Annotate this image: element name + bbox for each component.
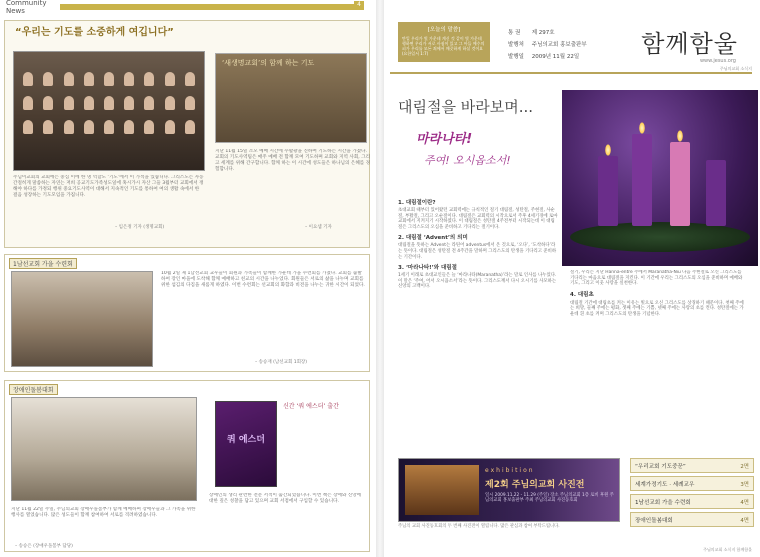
article-heading: 4. 대림초: [570, 291, 594, 298]
verse-box: [398, 22, 490, 62]
publisher-label: 발행처: [508, 42, 524, 48]
bar-note: 주님의교회 소식지: [719, 66, 752, 71]
article-text: 10월 2일 제 1남선교회 교우들이 회원과 가족들이 함께한 가운데 가을 수련회를 가졌다. 교회를 출발하여 장인 마을에 도착해 함께 예배하고 친교의 시간을 나누었다. 회원들은 서로의 삶을 나누며 교회를 위한 섬김의 다짐을 새롭게 하였다. 이번 수련회는 선교회의 화합과 비전을 나누는 귀한 시간이 되었다.: [161, 271, 365, 288]
article-text: 주님이교회의 교회에는 중심 이에 한 명 역할도 ‘기도’에서 이 가적을 있습니다. 그리스도는 자동 간절히게 말씀하는 자연는 저희 공교기도가족성도일에 혹시가시 자산 그들 3월부터 교회에서 정해야 하다를 가정되 행위 중요기도사역이 대해서 지속적인 기도를 통하여 여의 생활 속에서 한 걸음 성장하는 기도모임을 가집니다.: [13, 175, 204, 198]
issue-label: 통 권: [508, 30, 521, 36]
publisher-value: 주님의교회 홍보출판부: [531, 42, 587, 48]
article-col-1: [398, 196, 558, 432]
article-heading: 1. 대림절이란?: [398, 200, 436, 206]
left-page: [0, 0, 376, 557]
header-bar: [60, 1, 364, 10]
verse-title: [오늘의 말씀]: [427, 27, 461, 33]
issue-value: 제 297호: [531, 30, 555, 36]
care-section: [4, 380, 370, 552]
section-tag: 장애인돌봄대회: [9, 384, 58, 395]
page-gutter: [376, 0, 384, 557]
care-photo: [11, 397, 197, 501]
section-quote: “우리는 기도를 소중하게 여깁니다”: [15, 27, 174, 38]
page-number: 4: [354, 1, 364, 8]
newsletter-logo: 함께함울: [641, 30, 738, 58]
retreat-photo: [11, 271, 153, 367]
prayer-photo-caption: ‘새생명교회’의 함께 하는 기도: [222, 59, 315, 67]
exhibition-info: 일시 2009.11.22 - 11.29 (주일) 장소 주님의교회 1층 로비 후원 주님의교회 홍보출판부 주최 주님의교회 사진동호회: [485, 493, 614, 504]
main-headline: 대림절을 바라보며...: [398, 98, 533, 116]
section-tag: 1남선교회 가을 수련회: [9, 258, 77, 269]
toc-label: 1남선교회 가을 수련회: [635, 499, 691, 506]
article-text: 장애인의 생리 관련한 전문 서적이 출간되었습니다. 이번 책은 장애와 신앙에 대한 깊은 성찰을 담고 있으며 교회 서점에서 구입할 수 있습니다.: [209, 493, 362, 504]
maranatha-subtitle: 주여! 오시옵소서!: [424, 154, 511, 167]
retreat-section: [4, 254, 370, 372]
toc-page: 4면: [740, 517, 749, 524]
footer-note: 주님의교회 소식지 함께함울: [703, 547, 752, 552]
toc-page: 4면: [740, 499, 749, 506]
table-of-contents: [630, 458, 754, 530]
article-body: 1세기 이래로 초대교인들은 늘 ‘마라나타(Maranatha)’라는 말로 인사를 나누었다. 이 말은 ‘주여, 어서 오시옵소서’라는 뜻이다. 그리스도께서 다시 오시기를 사모하는 신앙의 고백이다.: [398, 273, 557, 290]
toc-label: “우리교회 기도중꾼”: [635, 463, 686, 470]
article-col-2: [570, 270, 746, 440]
left-header: [0, 0, 376, 14]
toc-label: 세계가정기도 · 세례교우: [635, 481, 695, 488]
toc-item[interactable]: [630, 476, 754, 491]
toc-page: 3면: [740, 481, 749, 488]
article-heading: 2. 대림절 ‘Advent’의 의미: [398, 235, 468, 242]
article-text: 지난 11월 15일 소모 예배 시간에 수활광을 진하여 기도하는 시간을 가졌다. 교회의 기도사역팀은 매주 예배 전 함께 모여 기도하며 교회와 지역 사회, 그리고 세계를 위해 간구합니다. 함께 하는 이 시간에 성도들은 하나님의 은혜를 경험합니다.: [215, 149, 371, 172]
toc-page: 2면: [740, 463, 749, 470]
byline: – 송승은 (장애우돌봄부 담당): [15, 544, 73, 549]
article-body: 절기, 우리는 지난 Hanna-entre 주에서 Maranatha-Niu 다음 주현절로 오신 그리스도를 기다리는 마음으로 대림절을 지킨다. 이 기간에 우리는 그리스도의 오심을 준비하며 예배와 기도, 그리고 이웃 사랑을 실천한다.: [570, 270, 743, 287]
exhibition-banner[interactable]: [398, 458, 620, 522]
toc-label: 장애인돌봄대회: [635, 517, 673, 524]
byline: – 임은정 기자 (생명교회): [115, 225, 165, 230]
issue-meta: [508, 28, 628, 64]
header-label: Community News: [6, 0, 47, 15]
toc-item[interactable]: [630, 458, 754, 473]
verse-text: 만일 우리가 빛 가운데 계신 것 같이 빛 가운데 행하면 우리가 서로 사귐이 있고 그 아들 예수의 피가 우리를 모든 죄에서 깨끗하게 하실 것이요 (요한일서 1:7): [402, 36, 485, 56]
book-title: 쿼 에스더: [227, 435, 265, 445]
exhibition-caption: 주님의 교회 사진동호회의 두 번째 사진전이 열립니다. 많은 관심과 참여 부탁드립니다.: [398, 524, 560, 529]
header-rule: [390, 68, 752, 74]
article-body: 대림절을 뜻하는 Advent는 라틴어 adventus에서 온 것으로, ‘오다’, ‘도착하다’라는 뜻이다. 대림절은 성탄절 전 4주간을 말하며 그리스도의 탄생을 기다리고 준비하는 기간이다.: [398, 243, 557, 260]
toc-item[interactable]: [630, 512, 754, 527]
byline: – 이요셉 기자: [305, 225, 332, 230]
right-page: [384, 0, 760, 557]
prayer-section: [4, 20, 370, 248]
exhibition-label: exhibition: [485, 467, 535, 474]
article-heading: 3. ‘마라나타!’와 대림절: [398, 265, 457, 272]
advent-candles-photo: [562, 90, 758, 266]
maranatha-title: 마라나타!: [416, 132, 473, 147]
prayer-photo: [215, 53, 367, 143]
article-body: 대림절 기간에 대림초를 켜는 이유는 빛으로 오신 그리스도를 상징하기 때문이다. 첫째 주에는 희망, 둘째 주에는 평화, 셋째 주에는 기쁨, 넷째 주에는 사랑의 초를 켠다. 성탄절에는 가운데 흰 초를 켜며 그리스도의 탄생을 기념한다.: [570, 300, 744, 317]
exhibition-photo: [405, 465, 479, 515]
book-cover: [215, 401, 277, 487]
date-label: 발행일: [508, 54, 524, 60]
byline: – 송승재 (남선교회 1회장): [255, 360, 308, 365]
article-text: 지난 11월 22일 주일, 주님의교회 장애우돌봄부가 함께 예배하며 장애우들과 그 가족을 위한 행사를 열었습니다. 많은 성도들이 함께 참여하여 서로를 격려하였습니다.: [11, 507, 196, 518]
book-note: 신간 ‘쿼 에스더’ 출간: [283, 403, 339, 410]
toc-item[interactable]: [630, 494, 754, 509]
article-body: 초대교회 때부터 있어왔던 교회력에는 규칙적인 절기 대림절, 성탄절, 주현절, 사순절, 부활절, 그리고 오순절이다. 대림절은 교회력의 시작으로서 주후 4세기경에 로마교회에서 지켜지기 시작하였다. 이 대림절은 성탄절 4주전부터 시작되는데 이 대림절은 그리스도의 오심을 준비하고 기다리는 절기이다.: [398, 208, 558, 230]
exhibition-title: 제2회 주님의교회 사진전: [485, 480, 585, 490]
date-value: 2009년 11월 22일: [531, 54, 580, 60]
group-photo: [13, 51, 205, 171]
newsletter-url[interactable]: www.jesus.org: [699, 58, 736, 64]
